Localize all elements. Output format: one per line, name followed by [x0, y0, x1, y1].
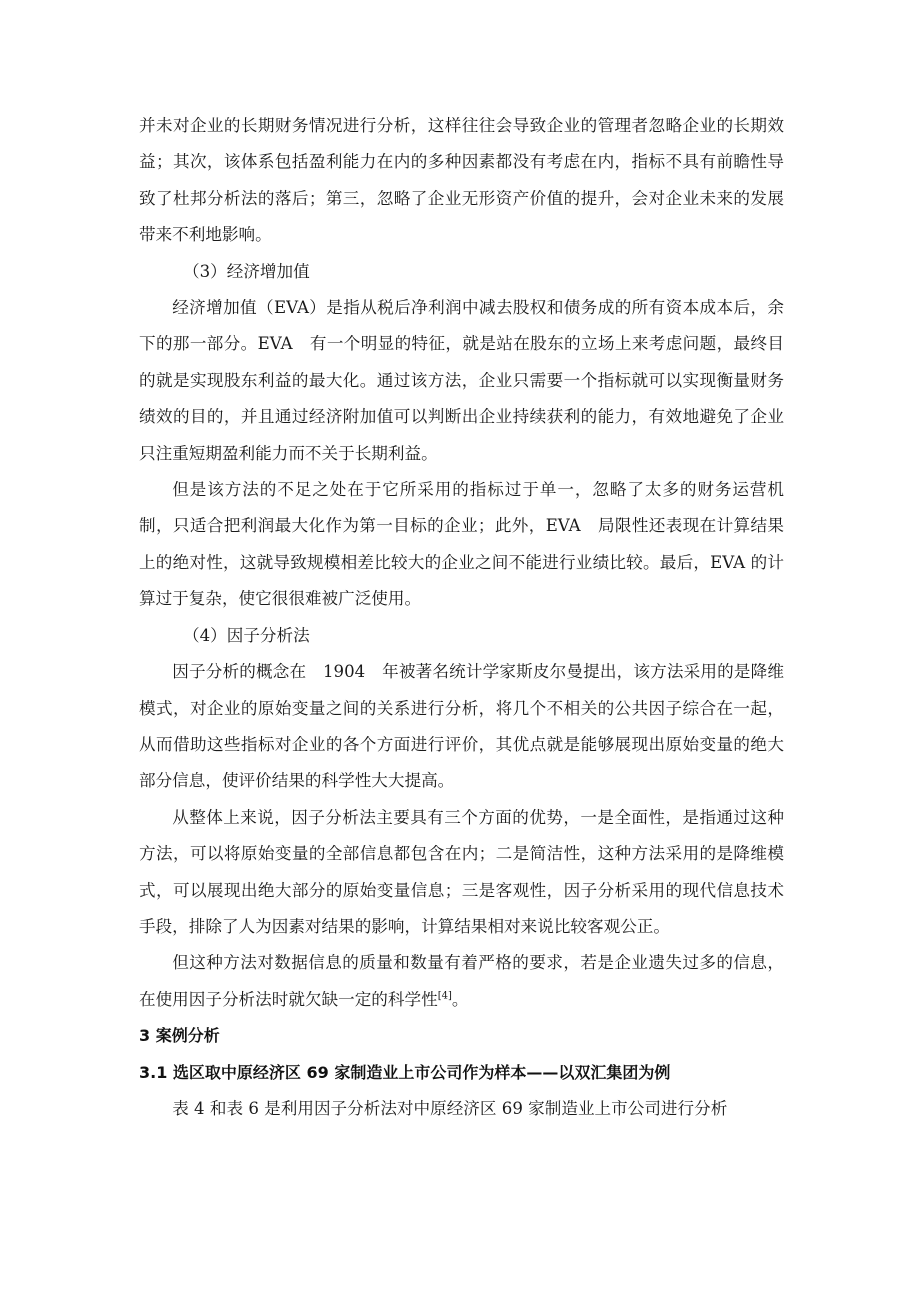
paragraph-factor-analysis-concept: 因子分析的概念在 1904 年被著名统计学家斯皮尔曼提出，该方法采用的是降维模式，对企业的原始变量之间的关系进行分析，将几个不相关的公共因子综合在一起，从而借助这些指标对企业的各个方面进行评价，其优点就是能够展现出原始变量的绝大部分信息，使评价结果的科学性大大提高。 — [139, 662, 784, 791]
paragraph-factor-analysis-advantages: 从整体上来说，因子分析法主要具有三个方面的优势，一是全面性，是指通过这种方法，可以将原始变量的全部信息都包含在内；二是简洁性，这种方法采用的是降维模式，可以展现出绝大部分的原始变量信息；三是客观性，因子分析采用的现代信息技术手段，排除了人为因素对结果的影响，计算结果相对来说比较客观公正。 — [139, 807, 784, 936]
paragraph-factor-analysis-requirements — [139, 945, 784, 1018]
paragraph-eva-definition: 经济增加值（EVA）是指从税后净利润中减去股权和债务成的所有资本成本后，余下的那一部分。EVA 有一个明显的特征，就是站在股东的立场上来考虑问题，最终目的就是实现股东利益的最大化。通过该方法，企业只需要一个指标就可以实现衡量财务绩效的目的，并且通过经济附加值可以判断出企业持续获利的能力，有效地避免了企业只注重短期盈利能力而不关于长期利益。 — [139, 298, 784, 463]
section-heading-case-analysis: 3 案例分析 — [139, 1026, 220, 1046]
paragraph-table-intro: 表 4 和表 6 是利用因子分析法对中原经济区 69 家制造业上市公司进行分析 — [172, 1098, 728, 1118]
document-body — [139, 108, 784, 1127]
citation-reference: [4] — [437, 990, 452, 1002]
paragraph-text: 但这种方法对数据信息的质量和数量有着严格的要求，若是企业遗失过多的信息，在使用因子分析法时就欠缺一定的科学性 — [139, 953, 784, 1009]
paragraph-eva-shortcomings: 但是该方法的不足之处在于它所采用的指标过于单一，忽略了太多的财务运营机制，只适合把利润最大化作为第一目标的企业；此外，EVA 局限性还表现在计算结果上的绝对性，这就导致规模相差比较大的企业之间不能进行业绩比较。最后，EVA 的计算过于复杂，使它很很难被广泛使用。 — [139, 480, 784, 609]
subsection-heading-sample: 3.1 选区取中原经济区 69 家制造业上市公司作为样本——以双汇集团为例 — [139, 1062, 671, 1082]
paragraph-end-punctuation: 。 — [451, 989, 469, 1009]
paragraph-dupont-limitations: 并未对企业的长期财务情况进行分析，这样往往会导致企业的管理者忽略企业的长期效益；其次，该体系包括盈利能力在内的多种因素都没有考虑在内，指标不具有前瞻性导致了杜邦分析法的落后；第三，忽略了企业无形资产价值的提升，会对企业未来的发展带来不利地影响。 — [139, 116, 784, 245]
subheading-eva: （3）经济增加值 — [183, 261, 310, 281]
subheading-factor-analysis: （4）因子分析法 — [183, 625, 310, 645]
